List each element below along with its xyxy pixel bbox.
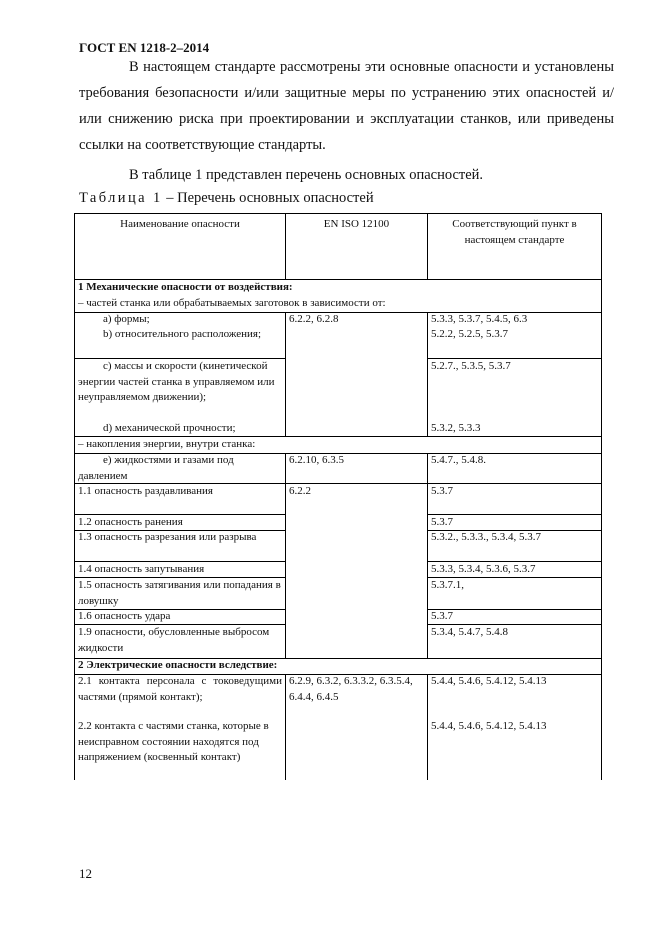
iso-clauses-1-1-to-1-9: 6.2.2 (289, 485, 311, 497)
row-1-1-crushing: 1.1 опасность раздавливания (78, 485, 213, 497)
clause-1-9: 5.3.4, 5.4.7, 5.4.8 (431, 626, 508, 638)
table-reference-paragraph: В таблице 1 представлен перечень основных опасностей. (129, 167, 484, 183)
row-1-9-fluid-ejection: 1.9 опасности, обусловленные выбросом жидкости (78, 626, 270, 654)
subsection-energy-storage: – накопления энергии, внутри станка: (78, 438, 256, 450)
table-caption (79, 190, 374, 207)
table-caption-label: Таблица 1 (79, 190, 163, 206)
row-1-6-impact: 1.6 опасность удара (78, 610, 171, 622)
clause-1-2: 5.3.7 (431, 516, 453, 528)
iso-clauses-2: 6.2.9, 6.3.2, 6.3.3.2, 6.3.5.4, 6.4.4, 6.4.5 (289, 675, 413, 703)
clause-b: 5.2.2, 5.2.5, 5.3.7 (431, 328, 508, 340)
row-1-5-drawing-in: 1.5 опасность затягивания или попадания в ловушку (78, 579, 281, 607)
row-1-3-cutting: 1.3 опасность разрезания или разрыва (78, 531, 257, 543)
subsection-machine-parts: – частей станка или обрабатываемых заготовок в зависимости от: (78, 297, 386, 309)
page-number: 12 (79, 866, 92, 881)
iso-clauses-e: 6.2.10, 6.3.5 (289, 454, 344, 466)
clause-2-2: 5.4.4, 5.4.6, 5.4.12, 5.4.13 (431, 720, 547, 732)
row-b-relative-position: b) относительного расположения; (103, 328, 262, 340)
column-header-en-iso-12100: EN ISO 12100 (323, 218, 390, 230)
section-title-electrical: 2 Электрические опасности вследствие: (78, 659, 278, 671)
row-1-4-entanglement: 1.4 опасность запутывания (78, 563, 205, 575)
row-c-mass-speed: c) массы и скорости (кинетической энергии частей станка в управляемом или неуправляемом движении); (78, 360, 275, 403)
column-header-standard-clause: Соответствующий пункт в настоящем стандарте (452, 218, 577, 246)
clause-1-4: 5.3.3, 5.3.4, 5.3.6, 5.3.7 (431, 563, 536, 575)
row-2-2-indirect-contact: 2.2 контакта с частями станка, которые в неисправном состоянии находятся под напряжением (косвенный контакт) (78, 720, 269, 763)
document-header: ГОСТ EN 1218-2–2014 (79, 40, 210, 55)
clause-c: 5.2.7., 5.3.5, 5.3.7 (431, 360, 511, 372)
row-2-1-direct-contact: 2.1 контакта персонала с токоведущими частями (прямой контакт); (78, 675, 282, 703)
row-d-mechanical-strength: d) механической прочности; (103, 422, 236, 434)
intro-paragraph: В настоящем стандарте рассмотрены эти основные опасности и установлены требования безопасности и/или защитные меры по устранению этих опасностей и/или снижению риска при проектировании и эксплуатации станков, или приведены ссылки на соответствующие стандарты. (79, 59, 614, 153)
row-1-2-injury: 1.2 опасность ранения (78, 516, 183, 528)
hazards-table (74, 213, 602, 780)
clause-2-1: 5.4.4, 5.4.6, 5.4.12, 5.4.13 (431, 675, 547, 687)
clause-1-3: 5.3.2., 5.3.3., 5.3.4, 5.3.7 (431, 531, 541, 543)
clause-1-6: 5.3.7 (431, 610, 453, 622)
section-title-mechanical: 1 Механические опасности от воздействия: (78, 281, 293, 293)
column-header-hazard-name: Наименование опасности (120, 218, 240, 230)
clause-a: 5.3.3, 5.3.7, 5.4.5, 6.3 (431, 313, 528, 325)
row-e-fluids-gases: e) жидкостями и газами под давлением (78, 454, 234, 482)
clause-d: 5.3.2, 5.3.3 (431, 422, 481, 434)
clause-1-5: 5.3.7.1, (431, 579, 464, 591)
table-caption-text: – Перечень основных опасностей (162, 190, 374, 206)
iso-clauses-a-d: 6.2.2, 6.2.8 (289, 313, 339, 325)
clause-e: 5.4.7., 5.4.8. (431, 454, 486, 466)
row-a-form: a) формы; (103, 313, 150, 325)
clause-1-1: 5.3.7 (431, 485, 453, 497)
